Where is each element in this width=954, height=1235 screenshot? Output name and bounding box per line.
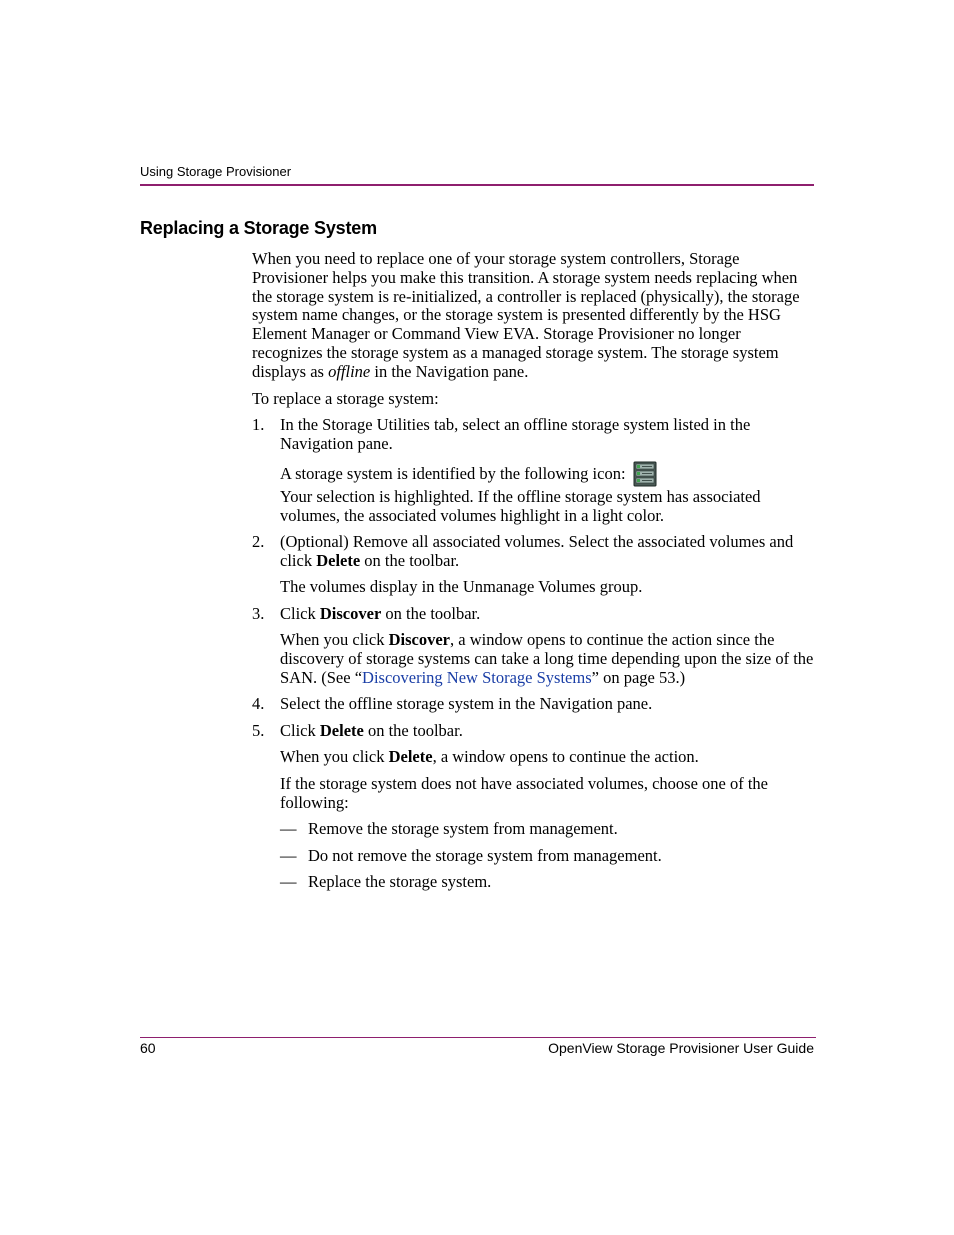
- header-rule: [140, 184, 814, 186]
- step-3-note-middle: , a window opens to continue the action since the discovery of storage systems can take a long time depending upon the size of the SAN. (See “: [280, 630, 814, 687]
- lead-paragraph: To replace a storage system:: [252, 389, 439, 408]
- discovering-new-storage-systems-link[interactable]: Discovering New Storage Systems: [362, 667, 592, 687]
- guide-title: OpenView Storage Provisioner User Guide: [548, 1040, 814, 1056]
- delete-command-note: Delete: [388, 747, 433, 766]
- intro-text-end: in the Navigation pane.: [370, 361, 529, 381]
- page-number: 60: [140, 1040, 156, 1056]
- step-1-note: Your selection is highlighted. If the offline storage system has associated volumes, the associated volumes highlight in a light color.: [280, 487, 761, 525]
- step-2-note: The volumes display in the Unmanage Volumes group.: [280, 577, 643, 596]
- step-number: 4.: [252, 694, 265, 713]
- icon-line-text: A storage system is identified by the following icon:: [280, 464, 626, 483]
- step-number: 2.: [252, 532, 265, 551]
- step-5-note-2: If the storage system does not have associated volumes, choose one of the following:: [280, 774, 768, 812]
- step-3-text: [280, 605, 814, 624]
- option-dash: —: [280, 846, 297, 865]
- storage-system-icon: [632, 461, 658, 487]
- discover-command: Discover: [319, 604, 382, 623]
- delete-command: Delete: [316, 550, 361, 570]
- running-head: Using Storage Provisioner: [140, 164, 292, 179]
- delete-command: Delete: [319, 721, 364, 740]
- step-2-text-start: (Optional) Remove all associated volumes. Select the associated volumes and click: [280, 532, 794, 570]
- option-replace: Replace the storage system.: [308, 872, 492, 891]
- step-2-text-end: on the toolbar.: [360, 550, 460, 570]
- step-3-text-end: on the toolbar.: [381, 604, 481, 623]
- intro-text: When you need to replace one of your storage system controllers, Storage Provisioner helps you make this transition. A storage system needs replacing when the storage system is re-initialized, a controller is replaced (physically), the storage system name changes, or the storage system is presented differently by the HSG Element Manager or Command View EVA. Storage Provisioner no longer recognizes the storage system as a managed storage system. The storage system displays as: [252, 249, 800, 381]
- intro-emphasis: offline: [328, 361, 371, 381]
- step-5-note-start: When you click: [280, 747, 389, 766]
- option-do-not-remove: Do not remove the storage system from management.: [308, 846, 662, 865]
- step-5-note: [280, 748, 814, 767]
- step-3-note-start: When you click: [280, 630, 389, 649]
- step-2-text: [280, 533, 814, 571]
- step-4-text: Select the offline storage system in the Navigation pane.: [280, 694, 653, 713]
- step-5-note-end: , a window opens to continue the action.: [432, 747, 699, 766]
- step-5-text-end: on the toolbar.: [363, 721, 463, 740]
- intro-paragraph: [252, 250, 814, 382]
- step-1-text: In the Storage Utilities tab, select an offline storage system listed in the Navigation pane.: [280, 415, 751, 453]
- option-dash: —: [280, 872, 297, 891]
- step-3-text-start: Click: [280, 604, 320, 623]
- step-3-note: [280, 631, 814, 687]
- step-5-text-start: Click: [280, 721, 320, 740]
- option-remove: Remove the storage system from management.: [308, 819, 618, 838]
- discover-command-note: Discover: [388, 630, 450, 649]
- step-3-note-end: ” on page 53.): [591, 667, 686, 687]
- section-title: Replacing a Storage System: [140, 218, 377, 238]
- option-dash: —: [280, 819, 297, 838]
- step-5-text: [280, 722, 814, 741]
- step-number: 1.: [252, 415, 265, 434]
- step-1-icon-line: [280, 461, 814, 487]
- step-number: 3.: [252, 604, 265, 623]
- step-number: 5.: [252, 721, 265, 740]
- footer-rule: [140, 1037, 816, 1038]
